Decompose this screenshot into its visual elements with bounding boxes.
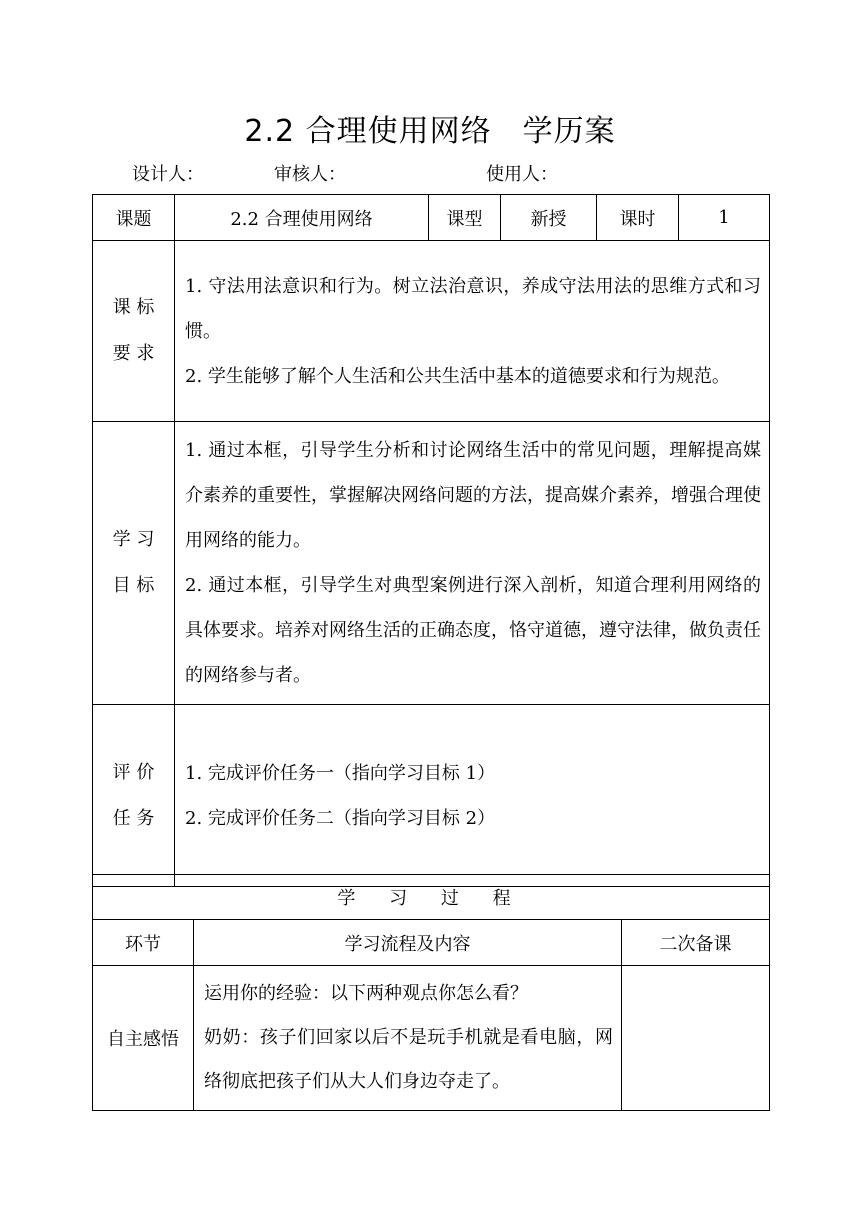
designer-label: 设计人：	[132, 164, 204, 185]
evaluation-label-line2: 任 务	[112, 807, 155, 829]
goals-item: 2. 通过本框，引导学生对典型案例进行深入剖析，知道合理利用网络的具体要求。培养对网络生活的正确态度，恪守道德，遵守法律，做负责任的网络参与者。	[185, 575, 761, 686]
evaluation-item: 1. 完成评价任务一（指向学习目标 1）	[185, 762, 496, 784]
page-title: 2.2 合理使用网络 学历案	[244, 114, 616, 149]
goals-label-line2: 目 标	[112, 575, 155, 596]
standards-row	[93, 241, 770, 422]
learning-process-table	[92, 874, 770, 1111]
info-row	[93, 195, 770, 241]
goals-row	[93, 422, 770, 705]
evaluation-label-line1: 评 价	[112, 761, 155, 783]
topic-label: 课题	[93, 195, 175, 241]
standards-content	[175, 241, 770, 422]
stage-column-header: 环节	[93, 920, 194, 966]
topic-value: 2.2 合理使用网络	[175, 195, 429, 241]
goals-content	[175, 422, 770, 705]
notes-cell	[622, 966, 770, 1111]
process-heading-row	[93, 875, 770, 920]
evaluation-row	[93, 705, 770, 887]
content-line: 运用你的经验：以下两种观点你怎么看？	[204, 983, 528, 1004]
stage-cell: 自主感悟	[93, 966, 194, 1111]
hours-label: 课时	[597, 195, 679, 241]
goals-label-line1: 学 习	[112, 529, 155, 550]
type-label: 课型	[429, 195, 501, 241]
reviewer-label: 审核人：	[274, 164, 346, 185]
standards-item: 1. 守法用法意识和行为。树立法治意识，养成守法用法的思维方式和习惯。	[185, 275, 761, 342]
content-cell	[194, 966, 622, 1111]
goals-label	[93, 422, 175, 705]
evaluation-item: 2. 完成评价任务二（指向学习目标 2）	[185, 807, 496, 829]
standards-label	[93, 241, 175, 422]
goals-item: 1. 通过本框，引导学生分析和讨论网络生活中的常见问题，理解提高媒介素养的重要性，掌握解决网络问题的方法，提高媒介素养，增强合理使用网络的能力。	[185, 440, 761, 551]
evaluation-label	[93, 705, 175, 887]
process-heading: 学 习 过 程	[93, 875, 770, 920]
standards-label-line1: 课 标	[112, 297, 155, 318]
hours-value: 1	[679, 195, 770, 241]
lesson-info-table	[92, 194, 770, 887]
evaluation-content	[175, 705, 770, 887]
type-value: 新授	[501, 195, 597, 241]
user-label: 使用人：	[486, 164, 558, 185]
table-row	[93, 966, 770, 1111]
standards-label-line2: 要 求	[112, 343, 155, 364]
standards-item: 2. 学生能够了解个人生活和公共生活中基本的道德要求和行为规范。	[185, 365, 730, 387]
notes-column-header: 二次备课	[622, 920, 770, 966]
content-column-header: 学习流程及内容	[194, 920, 622, 966]
process-header-row	[93, 920, 770, 966]
content-line: 奶奶：孩子们回家以后不是玩手机就是看电脑，网络彻底把孩子们从大人们身边夺走了。	[204, 1027, 613, 1092]
